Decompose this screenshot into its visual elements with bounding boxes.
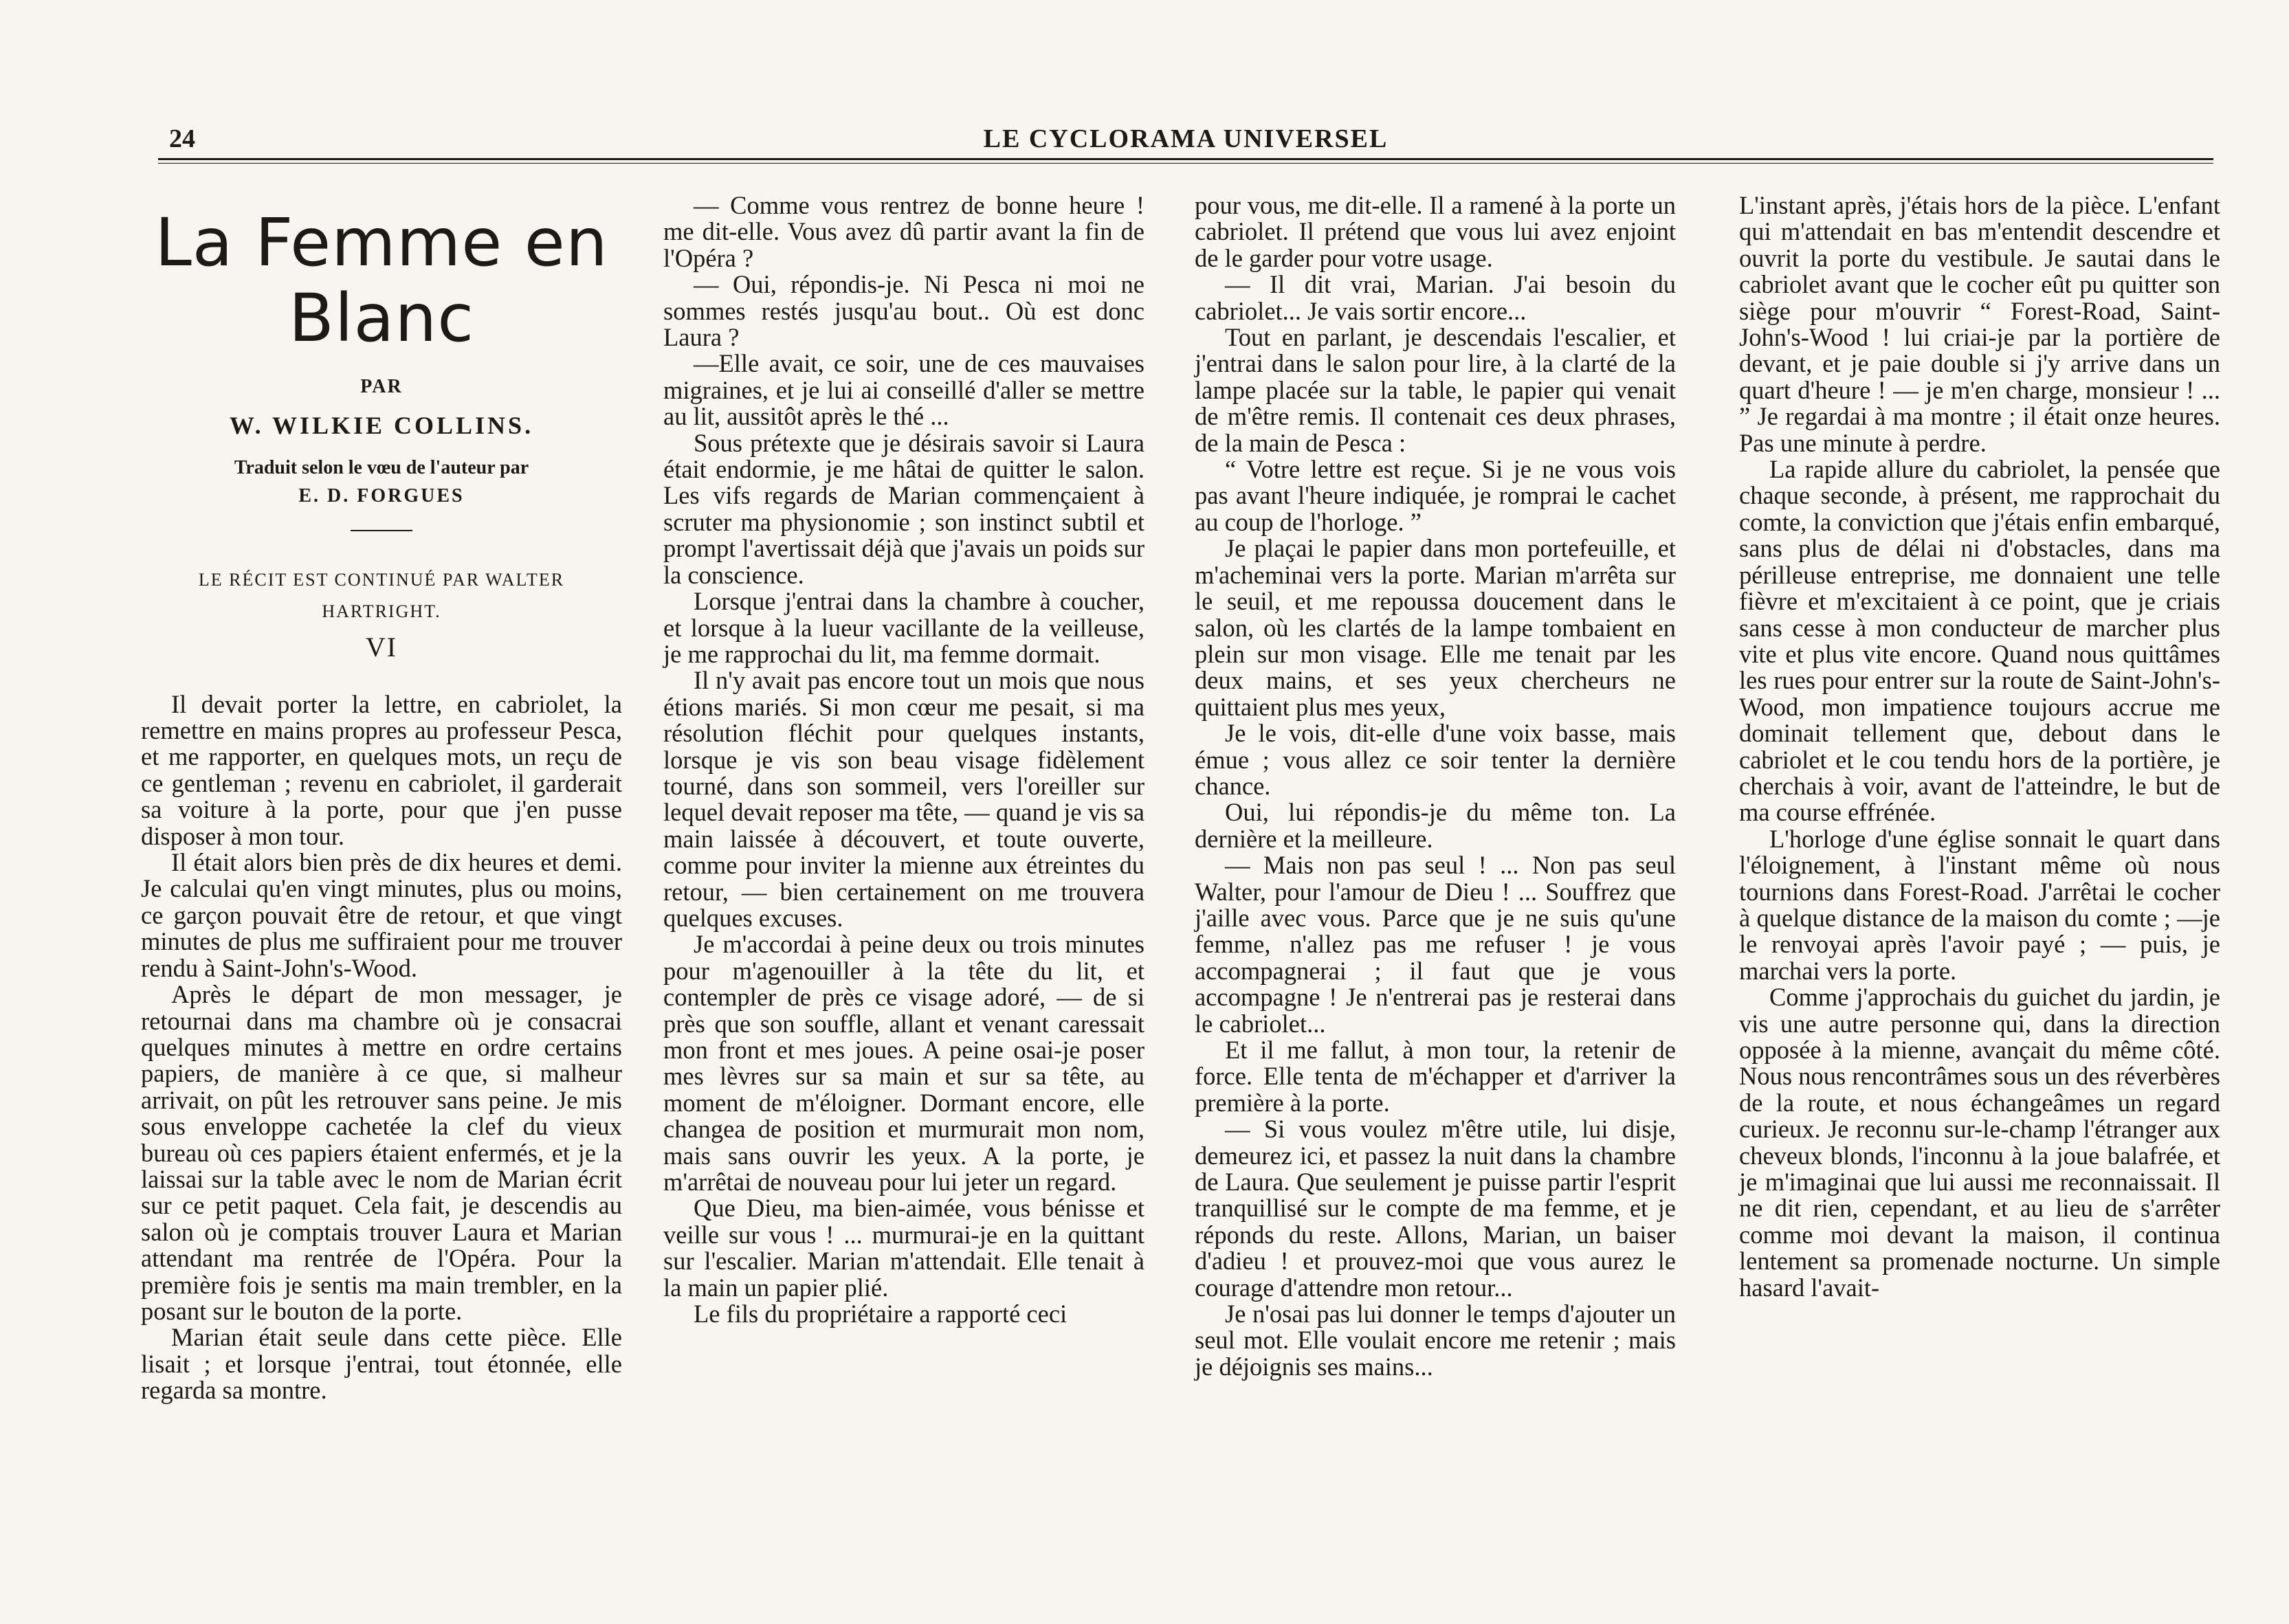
column-2 (663, 192, 1144, 1327)
column-4 (1739, 192, 2220, 1301)
byline-par: PAR (360, 376, 403, 397)
paragraph: Comme j'approchais du guichet du jardin, je vis une autre personne qui, dans la direction opposée à la mienne, avançait du même côté. Nous nous rencontrâmes sous un des réverbères de la route, et nous échangeâmes un regard curieux. Je reconnu sur-le-champ l'étranger aux cheveux blonds, l'inconnu à la joue balafrée, et je m'imaginai que lui aussi me reconnaissait. Il ne dit rien, cependant, et au lieu de s'arrêter comme moi devant la maison, il continua lentement sa promenade nocturne. Un simple hasard l'avait- (1739, 983, 2220, 1302)
paragraph: Oui, lui répondis-je du même ton. La dernière et la meilleure. (1195, 798, 1676, 853)
author-name: W. WILKIE COLLINS. (229, 412, 534, 440)
paragraph: Il devait porter la lettre, en cabriolet, la remettre en mains propres au professeur Pesca, et me rapporter, en quelques mots, un reçu de ce gentleman ; revenu en cabriolet, il garderait sa voiture à la porte, pour que j'en pusse disposer à mon tour. (141, 689, 622, 850)
paragraph: Je plaçai le papier dans mon portefeuille, et m'acheminai vers la porte. Marian m'arrêta sur le seuil, et me repoussa doucement dans le salon, où les clartés de la lampe tombaient en plein sur mon visage. Elle me tenait par les deux mains, et ses yeux chercheurs ne quittaient plus mes yeux, (1195, 534, 1676, 721)
paragraph: pour vous, me dit-elle. Il a ramené à la porte un cabriolet. Il prétend que vous lui avez enjoint de le garder pour votre usage. (1195, 191, 1676, 272)
paragraph: Tout en parlant, je descendais l'escalier, et j'entrai dans le salon pour lire, à la clarté de la lampe placée sur la table, le papier qui venait de m'être remis. Il contenait ces deux phrases, de la main de Pesca : (1195, 323, 1676, 457)
paragraph: Sous prétexte que je désirais savoir si Laura était endormie, je me hâtai de quitter le salon. Les vifs regards de Marian commençaient à scruter ma physionomie ; son instinct subtil et prompt l'avertissait déjà que j'avais un poids sur la conscience. (663, 428, 1144, 589)
paragraph: — Mais non pas seul ! ... Non pas seul Walter, pour l'amour de Dieu ! ... Souffrez que j'aille avec vous. Parce que je ne suis qu'une femme, n'allez pas me refuser ! je vous accompagnerai ; il faut que je vous accompagne ! Je n'entrerai pas je resterai dans le cabriolet... (1195, 851, 1676, 1038)
paragraph: — Il dit vrai, Marian. J'ai besoin du cabriolet... Je vais sortir encore... (1195, 270, 1676, 325)
paragraph: Je n'osai pas lui donner le temps d'ajouter un seul mot. Elle voulait encore me retenir ; mais je déjoignis ses mains... (1195, 1300, 1676, 1381)
translation-note: Traduit selon le vœu de l'auteur par (234, 456, 529, 478)
paragraph: Je m'accordai à peine deux ou trois minutes pour m'agenouiller à la tête du lit, et contempler de près ce visage adoré, — de si près que son souffle, allant et venant caressait mon front et mes joues. A peine osai-je poser mes lèvres sur sa main et sur sa tête, au moment de m'éloigner. Dormant encore, elle changea de position et murmurait mon nom, mais sans ouvrir les yeux. A la porte, je m'arrêtai de nouveau pour lui jeter un regard. (663, 930, 1144, 1197)
paragraph: —Elle avait, ce soir, une de ces mauvaises migraines, et je lui ai conseillé d'aller se mettre au lit, aussitôt après le thé ... (663, 349, 1144, 431)
paragraph: “ Votre lettre est reçue. Si je ne vous vois pas avant l'heure indiquée, je romprai le cachet au coup de l'horloge. ” (1195, 455, 1676, 536)
paragraph: Il n'y avait pas encore tout un mois que nous étions mariés. Si mon cœur me pesait, si ma résolution fléchit pour quelques instants, lorsque je vis son beau visage fidèlement tourné, dans son sommeil, vers l'oreiller sur lequel devait reposer ma tête, — quand je vis sa main laissée à découvert, et toute ouverte, comme pour inviter la mienne aux étreintes du retour, — bien certainement on me trouvera quelques excuses. (663, 666, 1144, 932)
title-divider (351, 530, 412, 531)
column-3 (1195, 192, 1676, 1380)
paragraph: — Comme vous rentrez de bonne heure ! me dit-elle. Vous avez dû partir avant la fin de l'Opéra ? (663, 191, 1144, 272)
paragraph: Lorsque j'entrai dans la chambre à coucher, et lorsque à la lueur vacillante de la veilleuse, je me rapprochai du lit, ma femme dormait. (663, 587, 1144, 668)
paragraph: Et il me fallut, à mon tour, la retenir de force. Elle tenta de m'échapper et d'arriver la première à la porte. (1195, 1036, 1676, 1117)
column-1 (141, 192, 622, 1404)
page-header (158, 121, 2213, 159)
paragraph: Je le vois, dit-elle d'une voix basse, mais émue ; vous allez ce soir tenter la dernière chance. (1195, 719, 1676, 800)
paragraph: Le fils du propriétaire a rapporté ceci (694, 1300, 1068, 1328)
column-2-text (663, 192, 1144, 1327)
paragraph: La rapide allure du cabriolet, la pensée que chaque seconde, à présent, me rapprochait du comte, la conviction que j'étais enfin embarqué, sans plus de délai ni d'obstacles, dans ma périlleuse entreprise, me donnaient une telle fièvre et m'excitaient à ce point, que je criais sans cesse à mon conducteur de marcher plus vite et plus vite encore. Quand nous quittâmes les rues pour entrer sur la route de Saint-John's-Wood, mon impatience toujours accrue me dominait tellement que, debout dans le cabriolet et le cou tendu hors de la portière, je cherchais à voir, avant de l'atteindre, le but de ma course effrénée. (1739, 455, 2220, 827)
narrator-line: LE RÉCIT EST CONTINUÉ PAR WALTER HARTRIGHT. (198, 570, 565, 622)
page-number: 24 (169, 124, 195, 153)
running-head: LE CYCLORAMA UNIVERSEL (983, 124, 1389, 153)
paragraph: Après le départ de mon messager, je retournai dans ma chambre où je consacrai quelques minutes à mettre en ordre certains papiers, de manière à ce que, si malheur arrivait, on pût les retrouver sans peine. Je mis sous enveloppe cachetée la clef du vieux bureau où ces papiers étaient enfermés, et je la laissai sur la table avec le nom de Marian écrit sur ce petit paquet. Cela fait, je descendis au salon où je comptais trouver Laura et Marian attendant ma rentrée de l'Opéra. Pour la première fois je sentis ma main trembler, en la posant sur le bouton de la porte. (141, 980, 622, 1325)
paragraph: — Si vous voulez m'être utile, lui disje, demeurez ici, et passez la nuit dans la chambre de Laura. Que seulement je puisse partir l'esprit tranquillisé sur le compte de ma femme, et je réponds du reste. Allons, Marian, un baiser d'adieu ! et prouvez-moi que vous aurez le courage d'attendre mon retour... (1195, 1115, 1676, 1302)
header-rule (158, 158, 2213, 160)
column-1-text (141, 691, 622, 1404)
paragraph: L'instant après, j'étais hors de la pièce. L'enfant qui m'attendait en bas m'entendit descendre et ouvrit la porte du vestibule. Je sautai dans le cabriolet avant que le cocher eût pu quitter son siège pour m'ouvrir “ Forest-Road, Saint-John's-Wood ! lui criai-je par la portière de devant, et je paie double si j'y arrive dans un quart d'heure ! — je m'en charge, monsieur ! ... ” Je regardai à ma montre ; il était onze heures. Pas une minute à perdre. (1739, 191, 2220, 457)
paragraph: L'horloge d'une église sonnait le quart dans l'éloignement, à l'instant même où nous tournions dans Forest-Road. J'arrêtai le cocher à quelque distance de la maison du comte ; —je le renvoyai après l'avoir payé ; — puis, je marchai vers la porte. (1739, 824, 2220, 985)
paragraph: Marian était seule dans cette pièce. Elle lisait ; et lorsque j'entrai, tout étonnée, elle regarda sa montre. (141, 1323, 622, 1405)
article-title: La Femme en Blanc (155, 204, 608, 357)
paragraph: — Oui, répondis-je. Ni Pesca ni moi ne sommes restés jusqu'au bout.. Où est donc Laura ? (663, 270, 1144, 352)
paragraph: Il était alors bien près de dix heures et demi. Je calculai qu'en vingt minutes, plus ou moins, ce garçon pouvait être de retour, et que vingt minutes de plus me suffiraient pour me trouver rendu à Saint-John's-Wood. (141, 848, 622, 982)
paragraph: Que Dieu, ma bien-aimée, vous bénisse et veille sur vous ! ... murmurai-je en la quittant sur l'escalier. Marian m'attendait. Elle tenait à la main un papier plié. (663, 1194, 1144, 1302)
column-4-text (1739, 192, 2220, 1301)
header-rule-thin (158, 163, 2213, 164)
chapter-number: VI (365, 632, 398, 663)
translator-name: E. D. FORGUES (298, 485, 465, 507)
column-3-text (1195, 192, 1676, 1380)
